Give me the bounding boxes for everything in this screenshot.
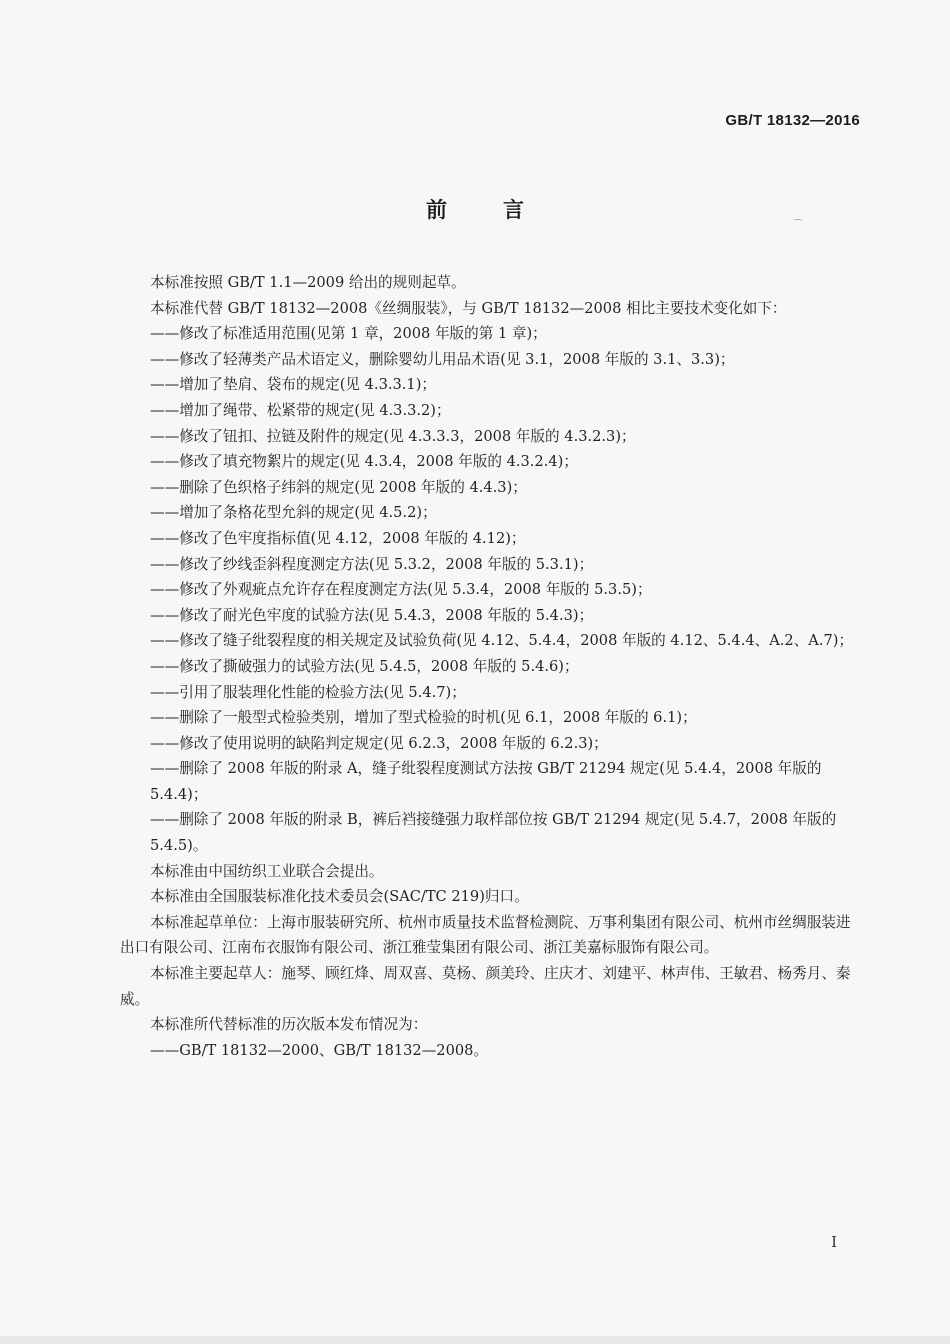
- paragraph: 本标准由全国服装标准化技术委员会(SAC/TC 219)归口。: [150, 888, 529, 906]
- change-item: ——修改了外观疵点允许存在程度测定方法(见 5.3.4，2008 年版的 5.3.5)；: [150, 581, 652, 599]
- change-item: ——修改了轻薄类产品术语定义，删除婴幼儿用品术语(见 3.1，2008 年版的 3.1、3.3)；: [150, 350, 735, 368]
- history-item: ——GB/T 18132—2000、GB/T 18132—2008。: [150, 1041, 489, 1059]
- change-item: ——修改了使用说明的缺陷判定规定(见 6.2.3，2008 年版的 6.2.3)；: [150, 734, 608, 752]
- paragraph: 本标准起草单位：上海市服装研究所、杭州市质量技术监督检测院、万事利集团有限公司、杭州市丝绸服装进出口有限公司、江南布衣服饰有限公司、浙江雅莹集团有限公司、浙江美嘉标服饰有限公司。: [120, 913, 851, 957]
- change-item: ——删除了色织格子纬斜的规定(见 2008 年版的 4.4.3)；: [150, 478, 527, 496]
- change-item: ——修改了钮扣、拉链及附件的规定(见 4.3.3.3，2008 年版的 4.3.2.3)；: [150, 427, 636, 445]
- change-item: ——删除了 2008 年版的附录 B，裤后裆接缝强力取样部位按 GB/T 21294 规定(见 5.4.7，2008 年版的 5.4.5)。: [150, 811, 837, 855]
- scan-mark: ⌒: [793, 220, 803, 231]
- change-item: ——修改了纱线歪斜程度测定方法(见 5.3.2，2008 年版的 5.3.1)；: [150, 555, 594, 573]
- change-item: ——修改了缝子纰裂程度的相关规定及试验负荷(见 4.12、5.4.4，2008 年版的 4.12、5.4.4、A.2、A.7)；: [150, 632, 854, 650]
- change-item: ——引用了服装理化性能的检验方法(见 5.4.7)；: [150, 683, 466, 701]
- paragraph: 本标准主要起草人：施琴、顾红烽、周双喜、莫杨、颜美玲、庄庆才、刘建平、林声伟、王敏君、杨秀月、秦威。: [120, 965, 851, 1008]
- change-item: ——修改了耐光色牢度的试验方法(见 5.4.3，2008 年版的 5.4.3)；: [150, 606, 594, 624]
- paragraph: 本标准代替 GB/T 18132—2008《丝绸服装》，与 GB/T 18132—2008 相比主要技术变化如下：: [150, 299, 787, 317]
- change-item: ——删除了一般型式检验类别，增加了型式检验的时机(见 6.1，2008 年版的 6.1)；: [150, 709, 697, 727]
- change-item: ——删除了 2008 年版的附录 A，缝子纰裂程度测试方法按 GB/T 21294 规定(见 5.4.4，2008 年版的 5.4.4)；: [150, 760, 822, 803]
- change-item: ——增加了绳带、松紧带的规定(见 4.3.3.2)；: [150, 401, 451, 419]
- page-number: I: [831, 1233, 837, 1251]
- paragraph: 本标准所代替标准的历次版本发布情况为：: [150, 1016, 428, 1034]
- change-item: ——修改了色牢度指标值(见 4.12，2008 年版的 4.12)；: [150, 529, 526, 547]
- foreword-body: [120, 270, 855, 1063]
- change-item: ——增加了垫肩、袋布的规定(见 4.3.3.1)；: [150, 376, 436, 394]
- page-title: 前言: [426, 198, 580, 222]
- scan-edge: [0, 1336, 950, 1344]
- change-item: ——修改了填充物絮片的规定(见 4.3.4，2008 年版的 4.3.2.4)；: [150, 453, 578, 471]
- paragraph: 本标准按照 GB/T 1.1—2009 给出的规则起草。: [150, 274, 466, 291]
- change-item: ——修改了标准适用范围(见第 1 章，2008 年版的第 1 章)；: [150, 325, 547, 343]
- document-code: GB/T 18132—2016: [725, 112, 860, 129]
- paragraph: 本标准由中国纺织工业联合会提出。: [150, 862, 384, 880]
- change-item: ——增加了条格花型允斜的规定(见 4.5.2)；: [150, 504, 437, 522]
- change-item: ——修改了撕破强力的试验方法(见 5.4.5，2008 年版的 5.4.6)；: [150, 657, 579, 675]
